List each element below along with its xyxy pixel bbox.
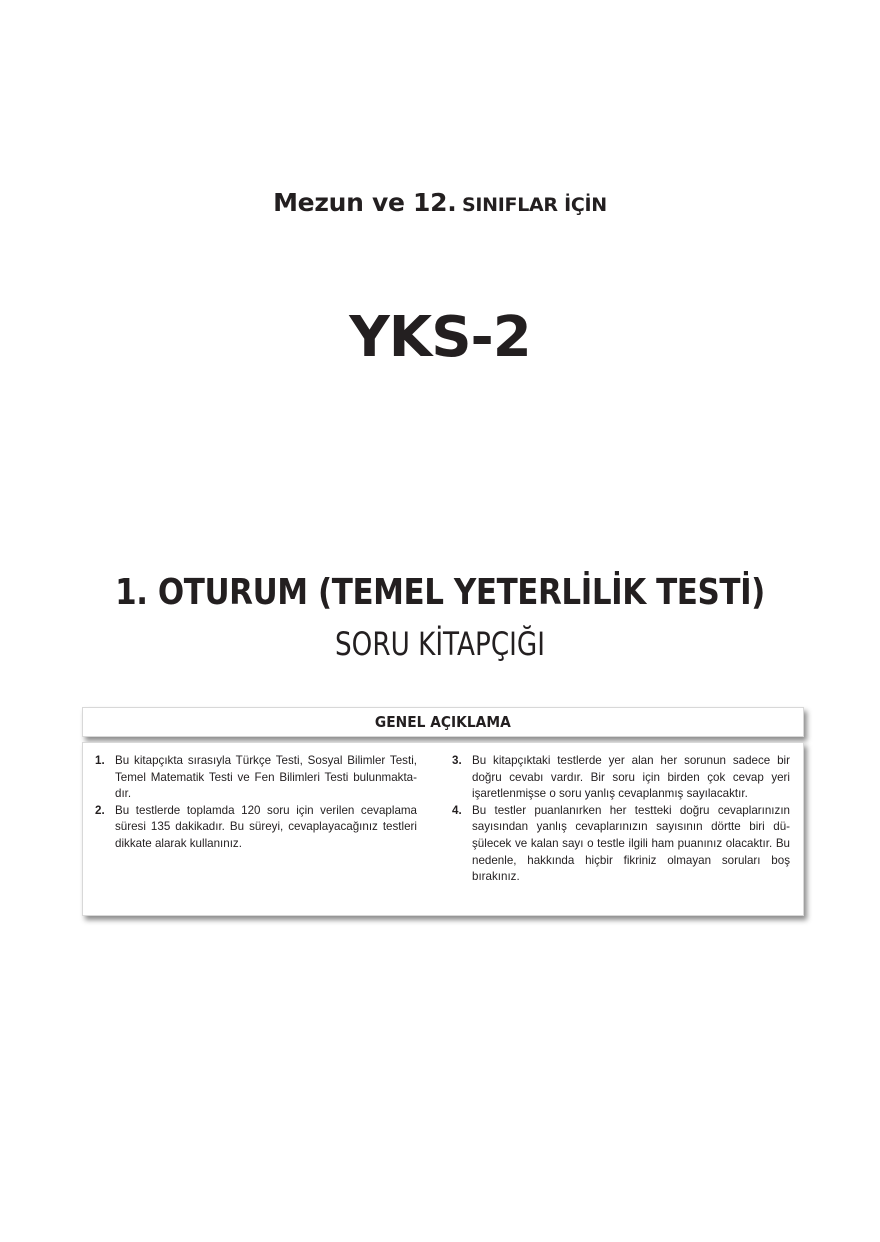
instruction-text: Bu testlerde toplamda 120 soru için verilen cevaplama süresi 135 dakikadır. Bu süreyi, cevaplayacağınız testleri dikkate alarak kullanınız. [115,803,417,850]
instruction-number: 4. [452,803,462,817]
audience-suffix: SINIFLAR İÇİN [462,194,607,216]
instruction-text: Bu kitapçıkta sırasıyla Türkçe Testi, Sosyal Bilimler Testi, Temel Matematik Testi ve Fen Bilimleri Testi bulunmakta-dır. [115,754,417,801]
instruction-item [452,803,790,886]
instruction-text: Bu kitapçıktaki testlerde yer alan her sorunun sadece bir doğru cevabı vardır. Bir soru için birden çok cevap yeri işaretlenmişse o soru yanlış cevaplanmış sayılacaktır. [472,754,790,801]
instructions-column-right [452,753,790,886]
instruction-text: Bu testler puanlanırken her testteki doğru cevaplarınızın sayısından yanlış cevaplarınızın sayısının dörtte biri dü-şülecek ve kalan sayı o testle ilgili ham puanınız olacaktır. Bu nedenle, hakkında hiçbir fikriniz olmayan soruları boş bırakınız. [472,803,790,884]
instruction-item [95,803,417,853]
session-title: 1. OTURUM (TEMEL YETERLİLİK TESTİ) [115,572,765,613]
instructions-body [82,742,804,916]
instruction-item [95,753,417,803]
exam-title: YKS-2 [349,305,531,370]
instructions-column-left [95,753,417,853]
instruction-number: 3. [452,754,462,767]
audience-subtitle [0,188,880,217]
audience-prefix: Mezun ve 12. [273,188,457,217]
instruction-number: 1. [95,754,105,767]
instructions-header [82,707,804,737]
booklet-title: SORU KİTAPÇIĞI [335,625,545,663]
instruction-item [452,753,790,803]
instructions-header-label: GENEL AÇIKLAMA [375,713,511,731]
instruction-number: 2. [95,803,105,817]
